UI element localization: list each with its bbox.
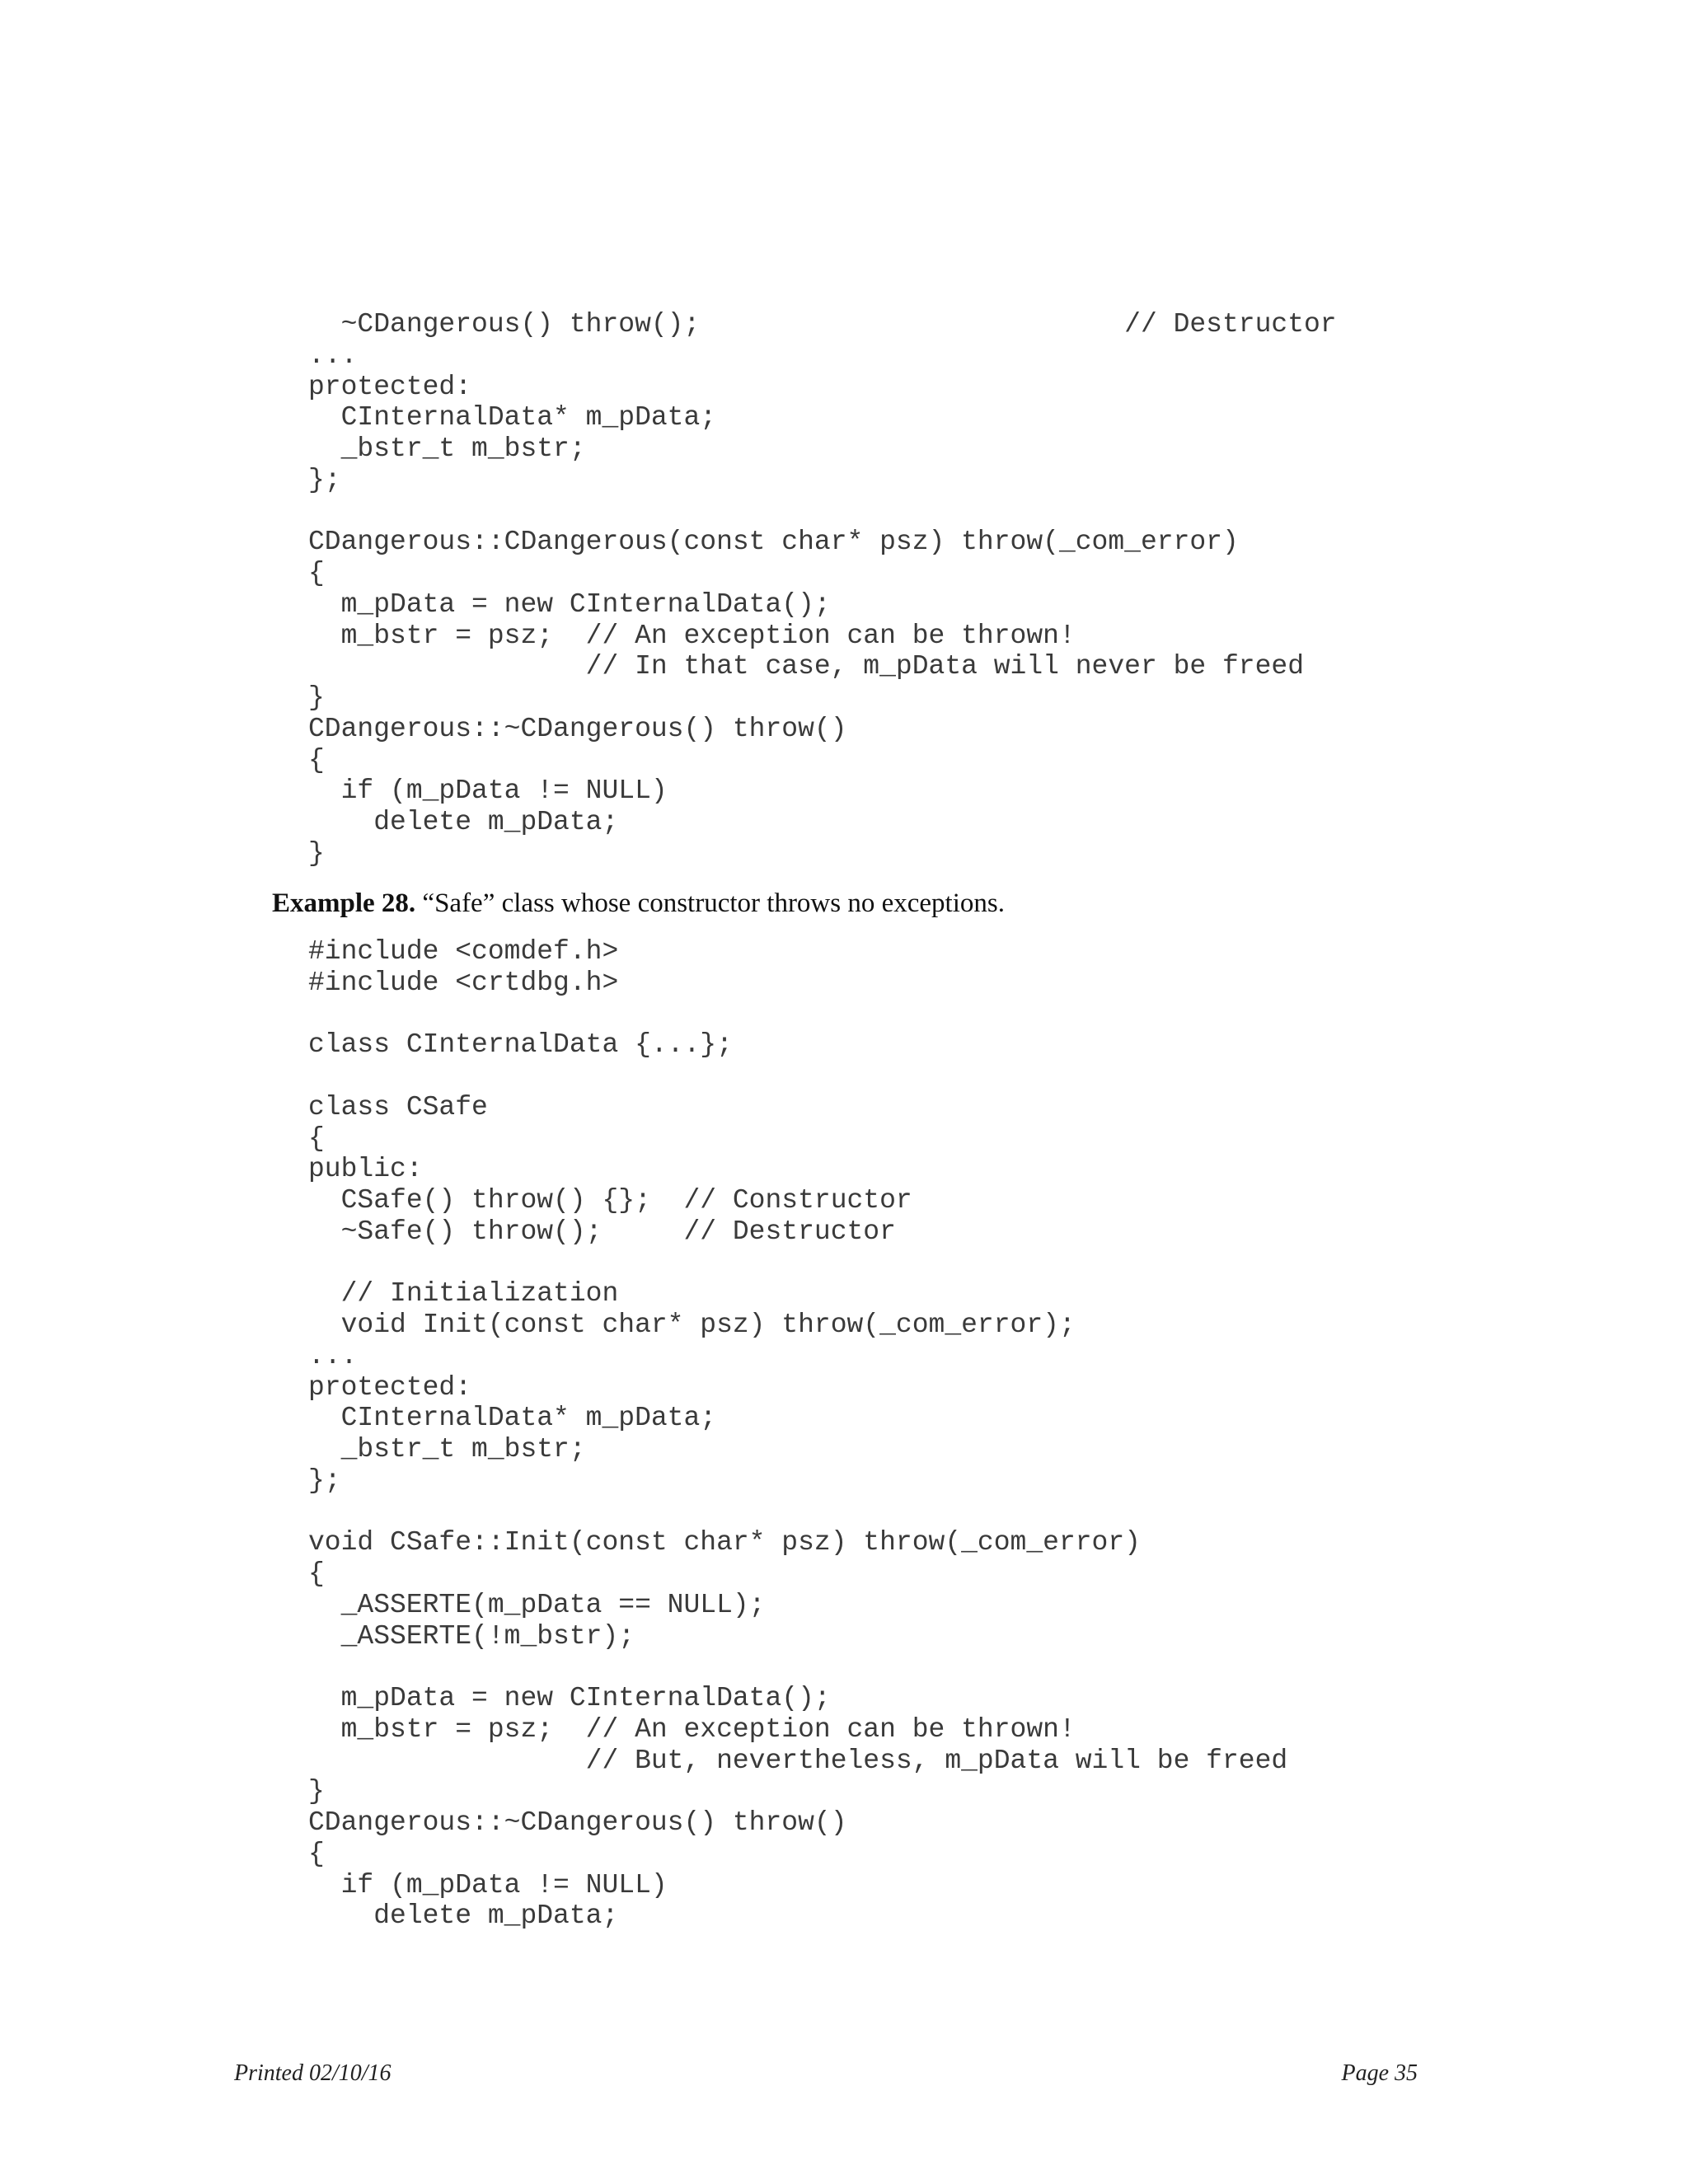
code-line: ~CDangerous() throw(); // Destructor [308, 309, 1337, 340]
code-line: }; [308, 1465, 341, 1496]
code-line: ... [308, 1340, 358, 1371]
code-line: delete m_pData; [308, 807, 619, 837]
code-line: ~Safe() throw(); // Destructor [308, 1216, 896, 1247]
code-line: { [308, 1838, 325, 1869]
example-label: Example 28. [272, 888, 416, 918]
code-line [308, 496, 1337, 527]
code-line: void Init(const char* psz) throw(_com_error); [308, 1310, 1076, 1340]
code-line: CDangerous::~CDangerous() throw() [308, 713, 847, 744]
code-line: CInternalData* m_pData; [308, 1403, 717, 1434]
code-line: if (m_pData != NULL) [308, 776, 668, 807]
code-line: CDangerous::CDangerous(const char* psz) throw(_com_error) [308, 527, 1239, 558]
code-line [308, 1248, 1287, 1279]
example-caption [272, 887, 1005, 920]
code-line: protected: [308, 371, 472, 402]
code-listing-top [308, 309, 1337, 869]
code-line: _ASSERTE(m_pData == NULL); [308, 1589, 766, 1620]
code-line: _ASSERTE(!m_bstr); [308, 1620, 635, 1652]
code-line: void CSafe::Init(const char* psz) throw(_com_error) [308, 1527, 1141, 1558]
code-line: m_pData = new CInternalData(); [308, 1683, 831, 1713]
code-line: m_bstr = psz; // An exception can be thrown! [308, 620, 1076, 651]
code-line [308, 1652, 1287, 1683]
code-line: ... [308, 340, 358, 371]
code-line: m_pData = new CInternalData(); [308, 588, 831, 620]
code-line: { [308, 558, 325, 588]
code-line: #include <crtdbg.h> [308, 967, 619, 998]
code-line: delete m_pData; [308, 1900, 619, 1932]
code-line: { [308, 1122, 325, 1154]
code-line: } [308, 1776, 325, 1807]
code-line: { [308, 1558, 325, 1589]
code-line: _bstr_t m_bstr; [308, 1434, 586, 1465]
code-line: }; [308, 464, 341, 495]
code-line [308, 1061, 1287, 1092]
code-line: CSafe() throw() {}; // Constructor [308, 1185, 912, 1216]
code-line: _bstr_t m_bstr; [308, 434, 586, 464]
code-line: } [308, 682, 325, 713]
code-line: // But, nevertheless, m_pData will be freed [308, 1745, 1288, 1776]
page-number: Page 35 [1341, 2060, 1418, 2086]
code-line: protected: [308, 1371, 472, 1403]
code-line: class CInternalData {...}; [308, 1029, 733, 1061]
code-line: m_bstr = psz; // An exception can be thrown! [308, 1713, 1076, 1745]
code-line: { [308, 744, 325, 776]
code-line: #include <comdef.h> [308, 936, 619, 967]
code-line: // In that case, m_pData will never be freed [308, 651, 1304, 682]
code-line [308, 999, 1287, 1030]
code-line: if (m_pData != NULL) [308, 1869, 668, 1900]
code-line: CInternalData* m_pData; [308, 402, 717, 434]
code-line: class CSafe [308, 1091, 488, 1122]
code-line: public: [308, 1154, 423, 1185]
code-line: // Initialization [308, 1278, 619, 1310]
example-description: “Safe” class whose constructor throws no exceptions. [415, 888, 1005, 918]
code-listing-bottom [308, 936, 1287, 1932]
code-line: CDangerous::~CDangerous() throw() [308, 1807, 847, 1838]
printed-date: Printed 02/10/16 [234, 2060, 392, 2086]
code-line: } [308, 837, 325, 869]
code-line [308, 1497, 1287, 1528]
